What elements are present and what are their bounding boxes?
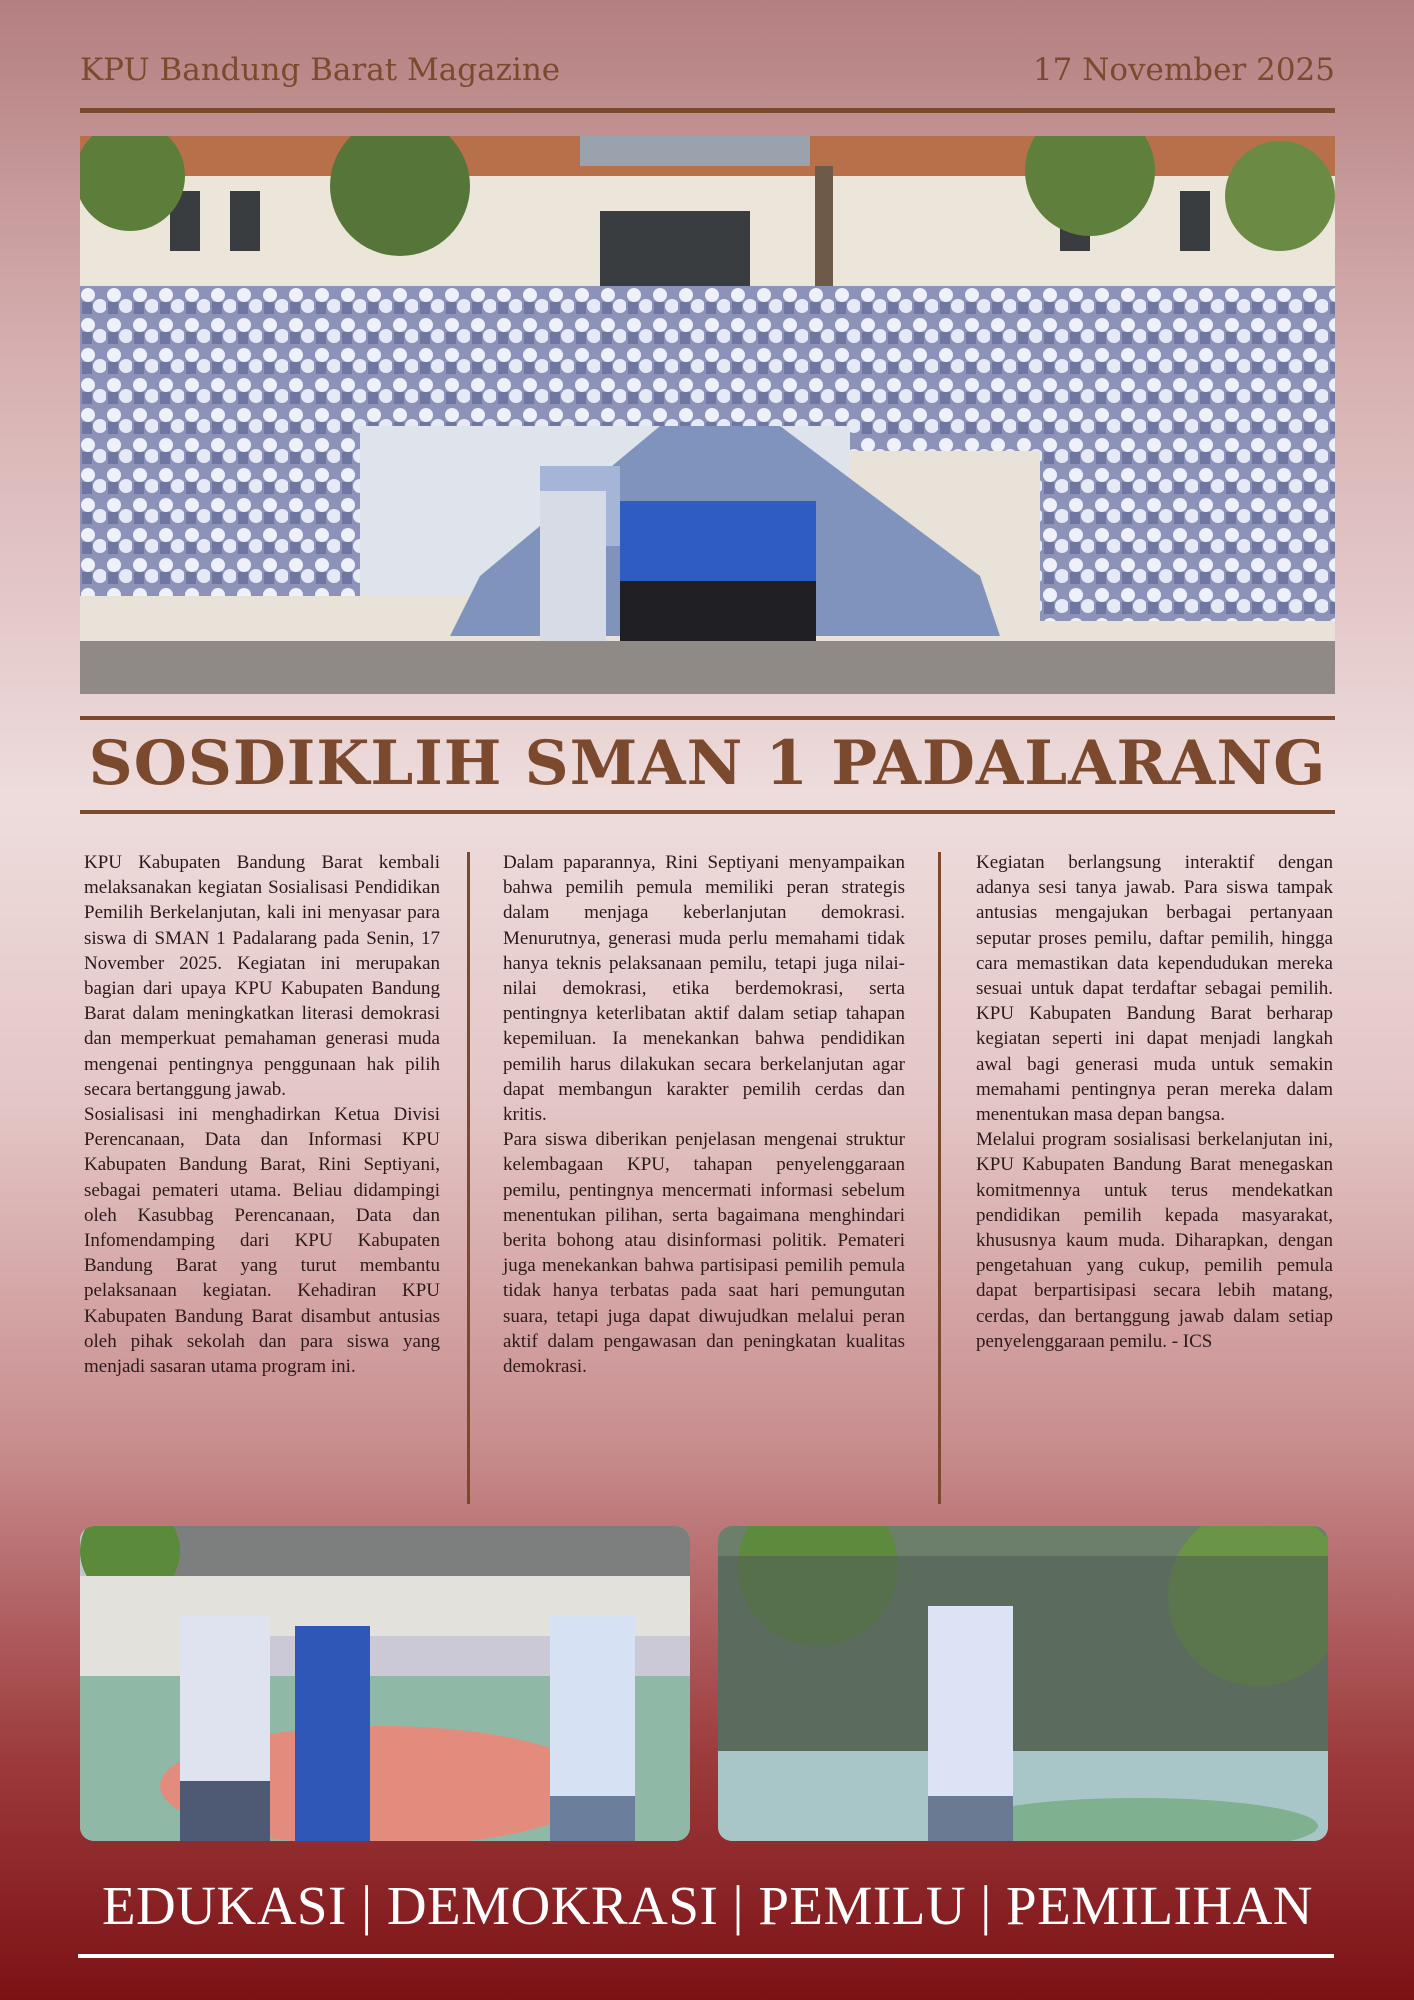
footer-rule (78, 1954, 1334, 1958)
paragraph: Dalam paparannya, Rini Septiyani menyampaikan bahwa pemilih pemula memiliki peran strategis dalam menjaga keberlanjutan demokrasi. Menurutnya, generasi muda perlu memahami tidak hanya teknis pelaksanaan pemilu, tetapi juga nilai-nilai demokrasi, etika berdemokrasi, serta pentingnya keterlibatan aktif dalam setiap tahapan kepemiluan. Ia menekankan bahwa pendidikan pemilih harus dilakukan secara berkelanjutan agar dapat membangun karakter pemilih cerdas dan kritis. (503, 852, 905, 1126)
magazine-name: KPU Bandung Barat Magazine (80, 52, 561, 88)
paragraph: Para siswa diberikan penjelasan mengenai struktur kelembagaan KPU, tahapan penyelenggaraan pemilu, pentingnya mencermati informasi sebelum menentukan pilihan, serta bagaimana menghindari berita bohong atau disinformasi politik. Pemateri juga menekankan bahwa partisipasi pemilih pemula tidak hanya terbatas pada saat hari pemungutan suara, tetapi juga dapat diwujudkan melalui peran aktif dalam pengawasan dan peningkatan kualitas demokrasi. (503, 1129, 905, 1378)
paragraph: Kegiatan berlangsung interaktif dengan adanya sesi tanya jawab. Para siswa tampak antusias mengajukan berbagai pertanyaan seputar proses pemilu, daftar pemilih, hingga cara memastikan data kependudukan mereka sesuai untuk dapat terdaftar sebagai pemilih. KPU Kabupaten Bandung Barat berharap kegiatan seperti ini dapat menjadi langkah awal bagi generasi muda untuk semakin memahami pentingnya peran mereka dalam menentukan masa depan bangsa. (976, 852, 1333, 1126)
article-column-1 (84, 850, 440, 1379)
title-top-rule (80, 716, 1335, 720)
speaker-figure (540, 491, 606, 661)
event-photo-right-illustration (718, 1526, 1328, 1841)
issue-date: 17 November 2025 (1032, 52, 1335, 88)
article-title: SOSDIKLIH SMAN 1 PADALARANG (88, 728, 1327, 799)
masthead (80, 52, 1335, 92)
paragraph: Sosialisasi ini menghadirkan Ketua Divisi Perencanaan, Data dan Informasi KPU Kabupaten Bandung Barat, Rini Septiyani, sebagai pemateri utama. Beliau didampingi oleh Kasubbag Perencanaan, Data dan Infomendamping dari KPU Kabupaten Bandung Barat yang turut membantu pelaksanaan kegiatan. Kehadiran KPU Kabupaten Bandung Barat disambut antusias oleh pihak sekolah dan para siswa yang menjadi sasaran utama program ini. (84, 1104, 440, 1378)
hero-photo (80, 136, 1335, 694)
column-divider (938, 852, 941, 1504)
column-divider (467, 852, 470, 1504)
article-column-3 (976, 850, 1333, 1354)
article-column-2 (503, 850, 905, 1379)
paragraph: Melalui program sosialisasi berkelanjutan ini, KPU Kabupaten Bandung Barat menegaskan komitmennya untuk terus mendekatkan pendidikan pemilih kepada masyarakat, khususnya kaum muda. Diharapkan, dengan pengetahuan yang cukup, pemilih pemula dapat berpartisipasi secara lebih matang, cerdas, dan bertanggung jawab dalam setiap penyelenggaraan pemilu. - ICS (976, 1129, 1333, 1352)
title-bottom-rule (80, 810, 1335, 814)
footer-tagline: EDUKASI | DEMOKRASI | PEMILU | PEMILIHAN (101, 1875, 1314, 1936)
event-photo-left-illustration (80, 1526, 690, 1841)
masthead-divider (80, 108, 1335, 113)
event-photo-right (718, 1526, 1328, 1841)
hero-photo-illustration (80, 136, 1335, 694)
paragraph: KPU Kabupaten Bandung Barat kembali melaksanakan kegiatan Sosialisasi Pendidikan Pemilih Berkelanjutan, kali ini menyasar para siswa di SMAN 1 Padalarang pada Senin, 17 November 2025. Kegiatan ini merupakan bagian dari upaya KPU Kabupaten Bandung Barat dalam meningkatkan literasi demokrasi dan memperkuat pemahaman generasi muda mengenai pentingnya penggunaan hak pilih secara bertanggung jawab. (84, 852, 440, 1100)
event-photo-left (80, 1526, 690, 1841)
